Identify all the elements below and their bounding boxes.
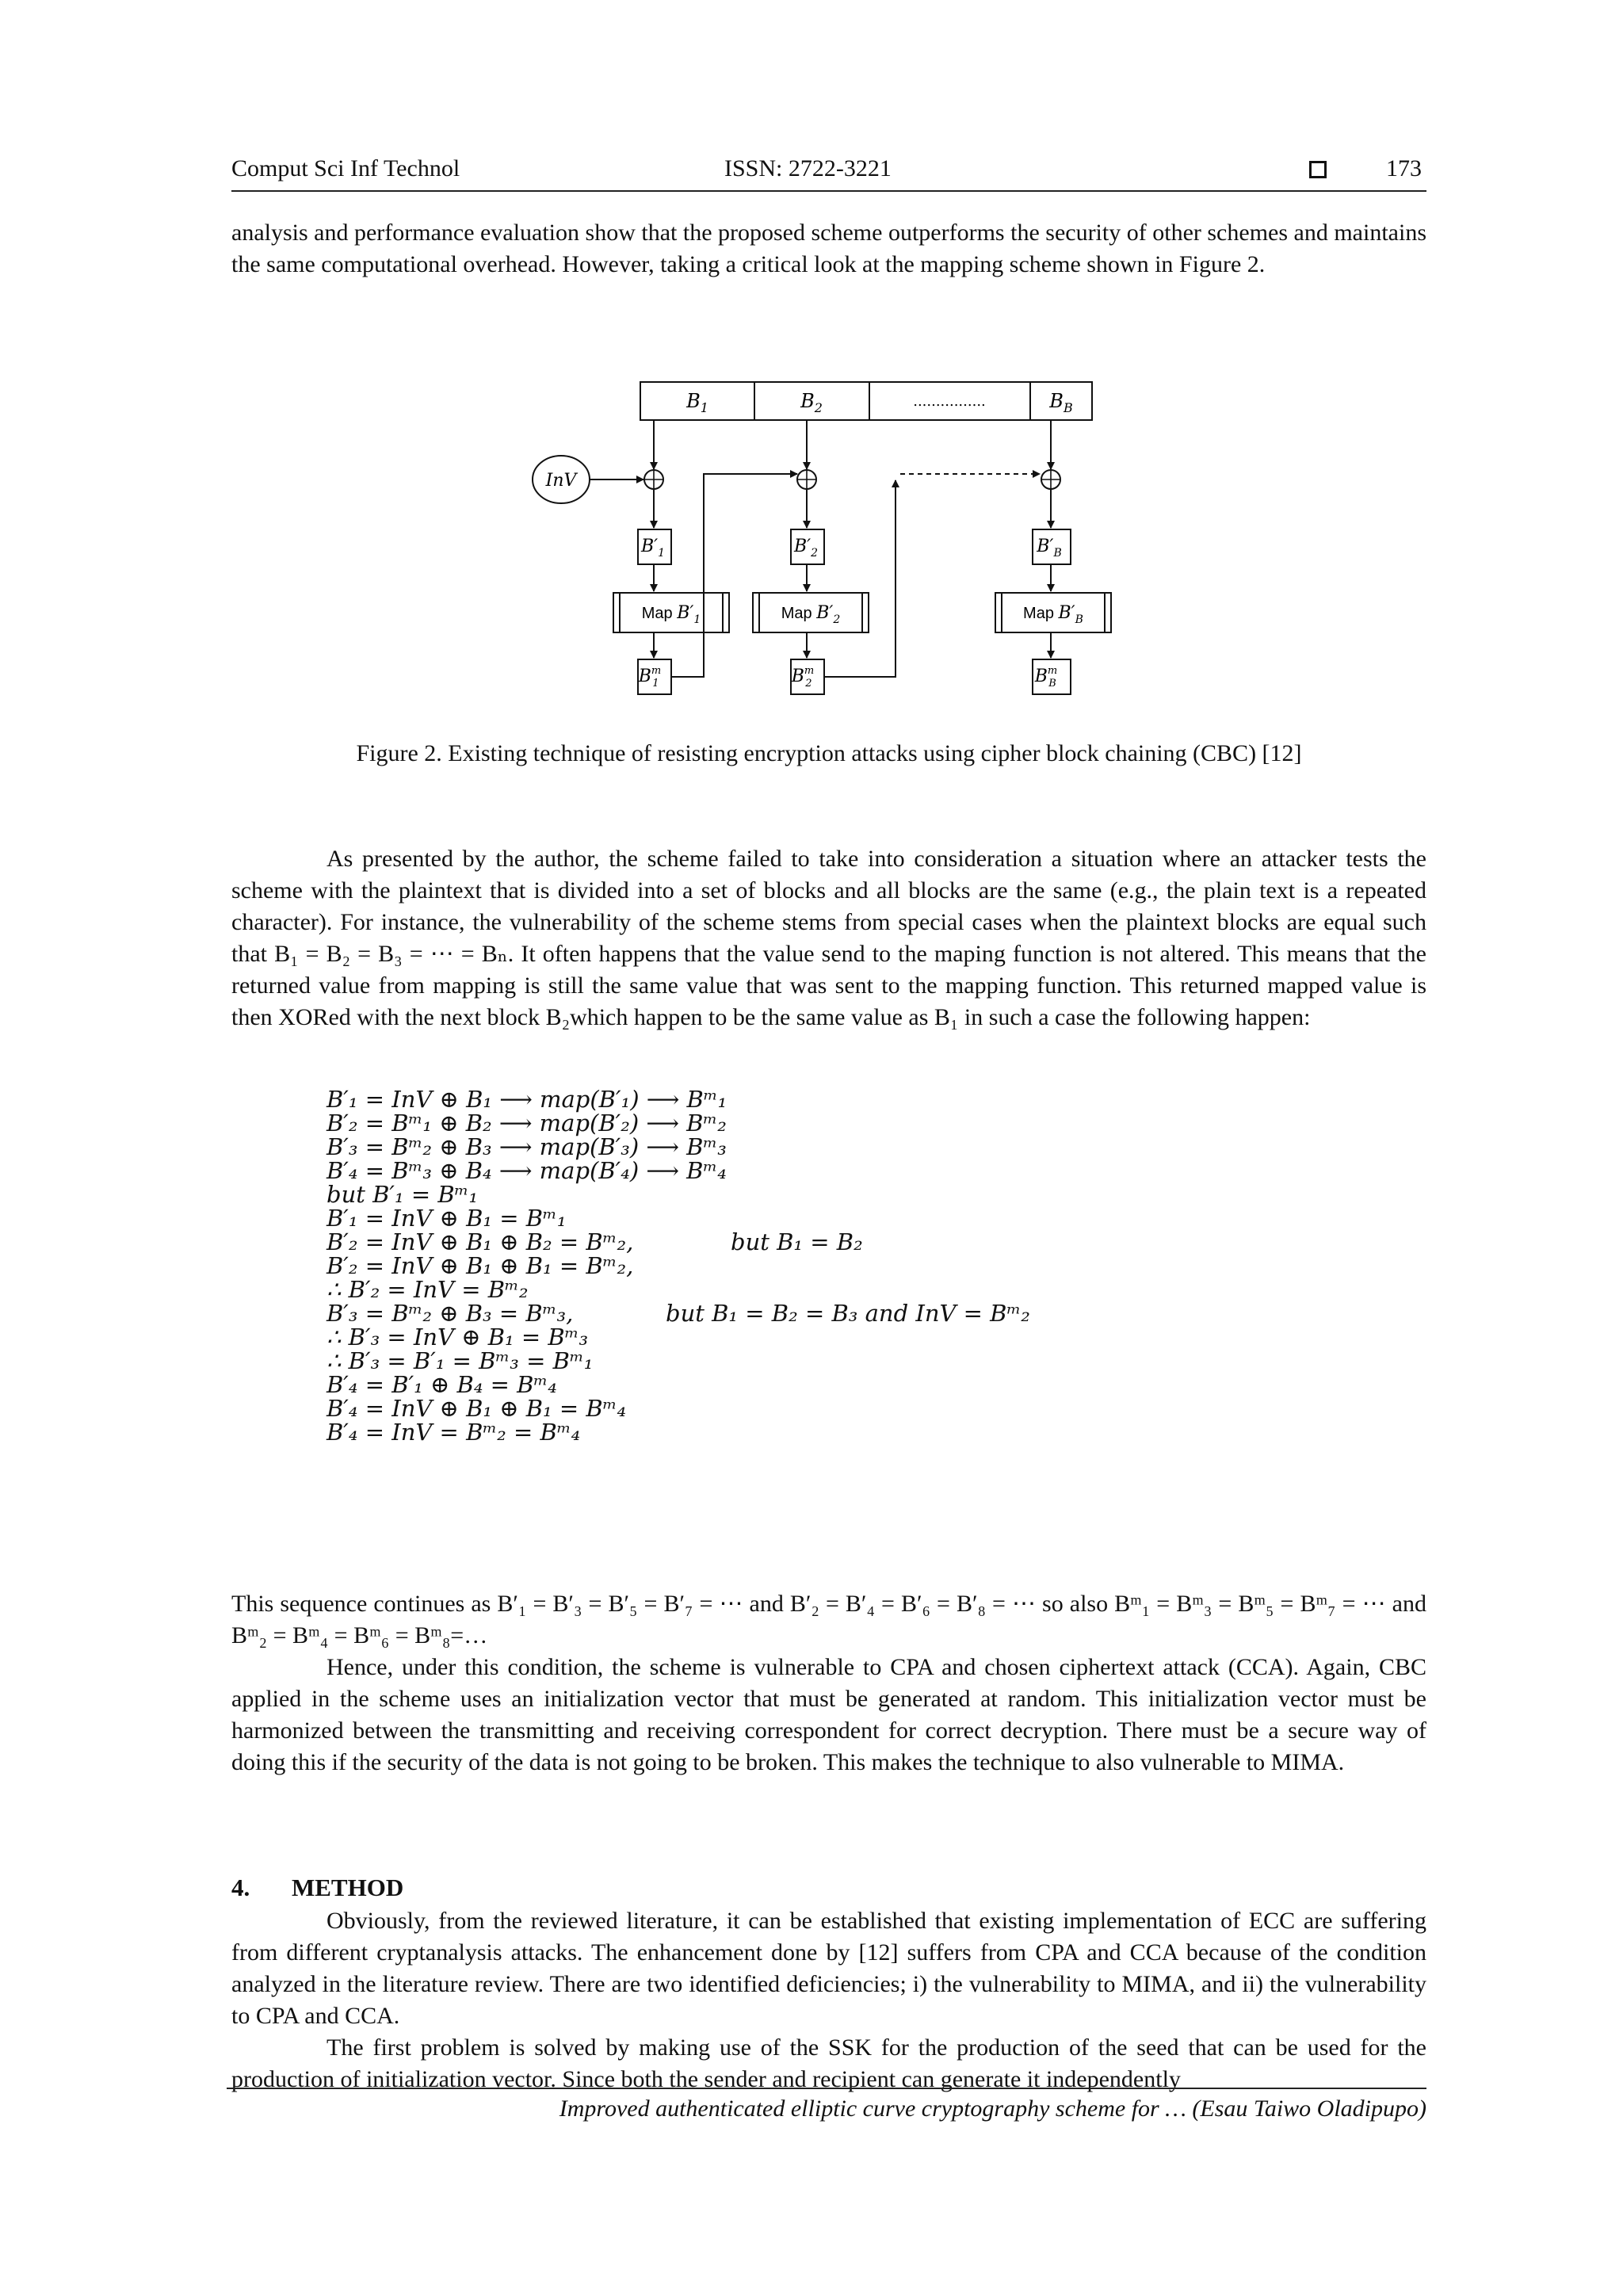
block-bb-label: $B_B$ [1049,390,1073,415]
equation-line: ∴ B′₃ = InV ⊕ B₁ = Bᵐ₃ [327,1324,589,1350]
equation-line: B′₂ = InV ⊕ B₁ ⊕ B₂ = Bᵐ₂, but B₁ = B₂ [327,1228,863,1255]
svg-text:Map B′2: Map $B'_2$ [781,603,841,626]
page-header [231,155,1426,192]
map-box-1 [613,593,729,632]
equation-line: B′₄ = Bᵐ₃ ⊕ B₄ ⟶ map(B′₄) ⟶ Bᵐ₄ [327,1157,727,1184]
equation-line: ∴ B′₃ = B′₁ = Bᵐ₃ = Bᵐ₁ [327,1347,594,1374]
equation-line: but B′₁ = Bᵐ₁ [327,1181,479,1208]
section-number: 4. [231,1874,250,1901]
svg-text:Map B′B: Map $B'_B$ [1023,603,1083,626]
method-paragraph-1: Obviously, from the reviewed literature, it can be established that existing implementation of ECC are suffering from different cryptanalysis attacks. The enhancement done by [12] suffers from CPA and CCA because of the condition analyzed in the literature review. There are two identified deficiencies; i) the vulnerability to MIMA, and ii) the vulnerability to CPA and CCA. [231,1908,1426,2029]
map-box-2 [753,593,869,632]
initialization-vector-node [533,456,590,503]
journal-name: Comput Sci Inf Technol [231,155,460,181]
equation-condition: but B₁ = B₂ = B₃ and InV = Bᵐ₂ [666,1300,1030,1327]
page-footer [227,2088,1426,2122]
block-b1-label: $B_1$ [686,390,708,415]
equation-line: B′₃ = Bᵐ₂ ⊕ B₃ = Bᵐ₃, but B₁ = B₂ = B₃ and InV = Bᵐ₂ [327,1300,1030,1327]
mapped-block-1 [638,659,671,694]
equation-line: B′₂ = Bᵐ₁ ⊕ B₂ ⟶ map(B′₂) ⟶ Bᵐ₂ [327,1110,727,1137]
xor-node-2 [797,470,816,489]
xor-node-b [1041,470,1060,489]
block-ellipsis-label: ................ [913,393,986,410]
equation-line: B′₁ = InV ⊕ B₁ = Bᵐ₁ [327,1205,567,1232]
map-box-b [995,593,1111,632]
svg-text:BmB: $B^m$ B [1034,665,1058,690]
page-number: 173 [1386,155,1422,181]
hence-paragraph: Hence, under this condition, the scheme is vulnerable to CPA and chosen ciphertext attack (CCA). Again, CBC applied in the scheme uses an initialization vector that must be generated at random. This initialization vector must be harmonized between the transmitting and receiving correspondent for correct decryption. There must be a secure way of doing this if the security of the data is not going to be broken. This makes the technique to also vulnerable to MIMA. [231,1654,1426,1775]
equation-line: ∴ B′₂ = InV = Bᵐ₂ [327,1276,529,1303]
svg-text:Map B′1: Map $B'_1$ [641,603,701,626]
mapped-block-2 [791,659,824,694]
svg-text:B′B: $B'_B$ [1037,537,1062,560]
mapped-block-b [1033,659,1071,694]
cbc-diagram [523,372,1125,705]
equation-line: B′₃ = Bᵐ₂ ⊕ B₃ ⟶ map(B′₃) ⟶ Bᵐ₃ [327,1133,727,1160]
sequence-paragraph: This sequence continues as B′₁ = B′₃ = B′₅ = B′₇ = ⋯ and B′₂ = B′₄ = B′₆ = B′₈ = ⋯ so also Bᵐ₁ = Bᵐ₃ = Bᵐ₅ = Bᵐ₇ = ⋯ and Bᵐ₂ = Bᵐ₄ = Bᵐ₆ = Bᵐ₈=… [231,1591,1426,1648]
equation-line: B′₄ = InV ⊕ B₁ ⊕ B₁ = Bᵐ₄ [327,1395,627,1422]
issn: ISSN: 2722-3221 [724,155,892,181]
block-b2-label: $B_2$ [800,390,823,415]
svg-text:Bm2: $B^m$ 2 [791,665,815,690]
equation-line: B′₂ = InV ⊕ B₁ ⊕ B₁ = Bᵐ₂, [327,1252,634,1279]
equation-line: B′₄ = B′₁ ⊕ B₄ = Bᵐ₄ [327,1371,557,1398]
intermediate-block-b [1033,529,1071,564]
svg-text:Bm1: $B^m$ 1 [638,665,662,690]
figure-caption: Figure 2. Existing technique of resisting encryption attacks using cipher block chaining (CBC) [12] [356,740,1302,766]
intermediate-block-1 [638,529,671,564]
xor-node-1 [644,470,663,489]
inv-label: InV [545,471,577,491]
svg-text:B′1: $B'_1$ [640,537,666,560]
intro-paragraph: analysis and performance evaluation show that the proposed scheme outperforms the security of other schemes and maintains the same computational overhead. However, taking a critical look at the mapping scheme shown in Figure 2. [231,220,1426,277]
running-head: Improved authenticated elliptic curve cryptography scheme for … (Esau Taiwo Oladipupo) [559,2095,1426,2122]
section-title: METHOD [292,1874,404,1901]
discussion-paragraph: As presented by the author, the scheme failed to take into consideration a situation where an attacker tests the scheme with the plaintext that is divided into a set of blocks and all blocks are the same (e.g., the plain text is a repeated character). For instance, the vulnerability of the scheme stems from special cases when the plaintext blocks are equal such that B₁ = B₂ = B₃ = ⋯ = Bₙ. It often happens that the value send to the maping function is not altered. This means that the returned value from mapping is still the same value that was sent to the mapping function. This returned mapped value is then XORed with the next block B₂which happen to be the same value as B₁ in such a case the following happen: [231,846,1426,1030]
method-paragraph-2: The first problem is solved by making use of the SSK for the production of the seed that can be used for the production of initialization vector. Since both the sender and recipient can generate it independently [231,2034,1426,2092]
intermediate-block-2 [791,529,824,564]
equation-line: B′₄ = InV = Bᵐ₂ = Bᵐ₄ [327,1419,581,1446]
equation-condition: but B₁ = B₂ [731,1228,863,1255]
svg-text:B′2: $B'_2$ [793,537,819,560]
square-bullet-icon [1309,161,1327,178]
equation-line: B′₁ = InV ⊕ B₁ ⟶ map(B′₁) ⟶ Bᵐ₁ [327,1086,727,1113]
